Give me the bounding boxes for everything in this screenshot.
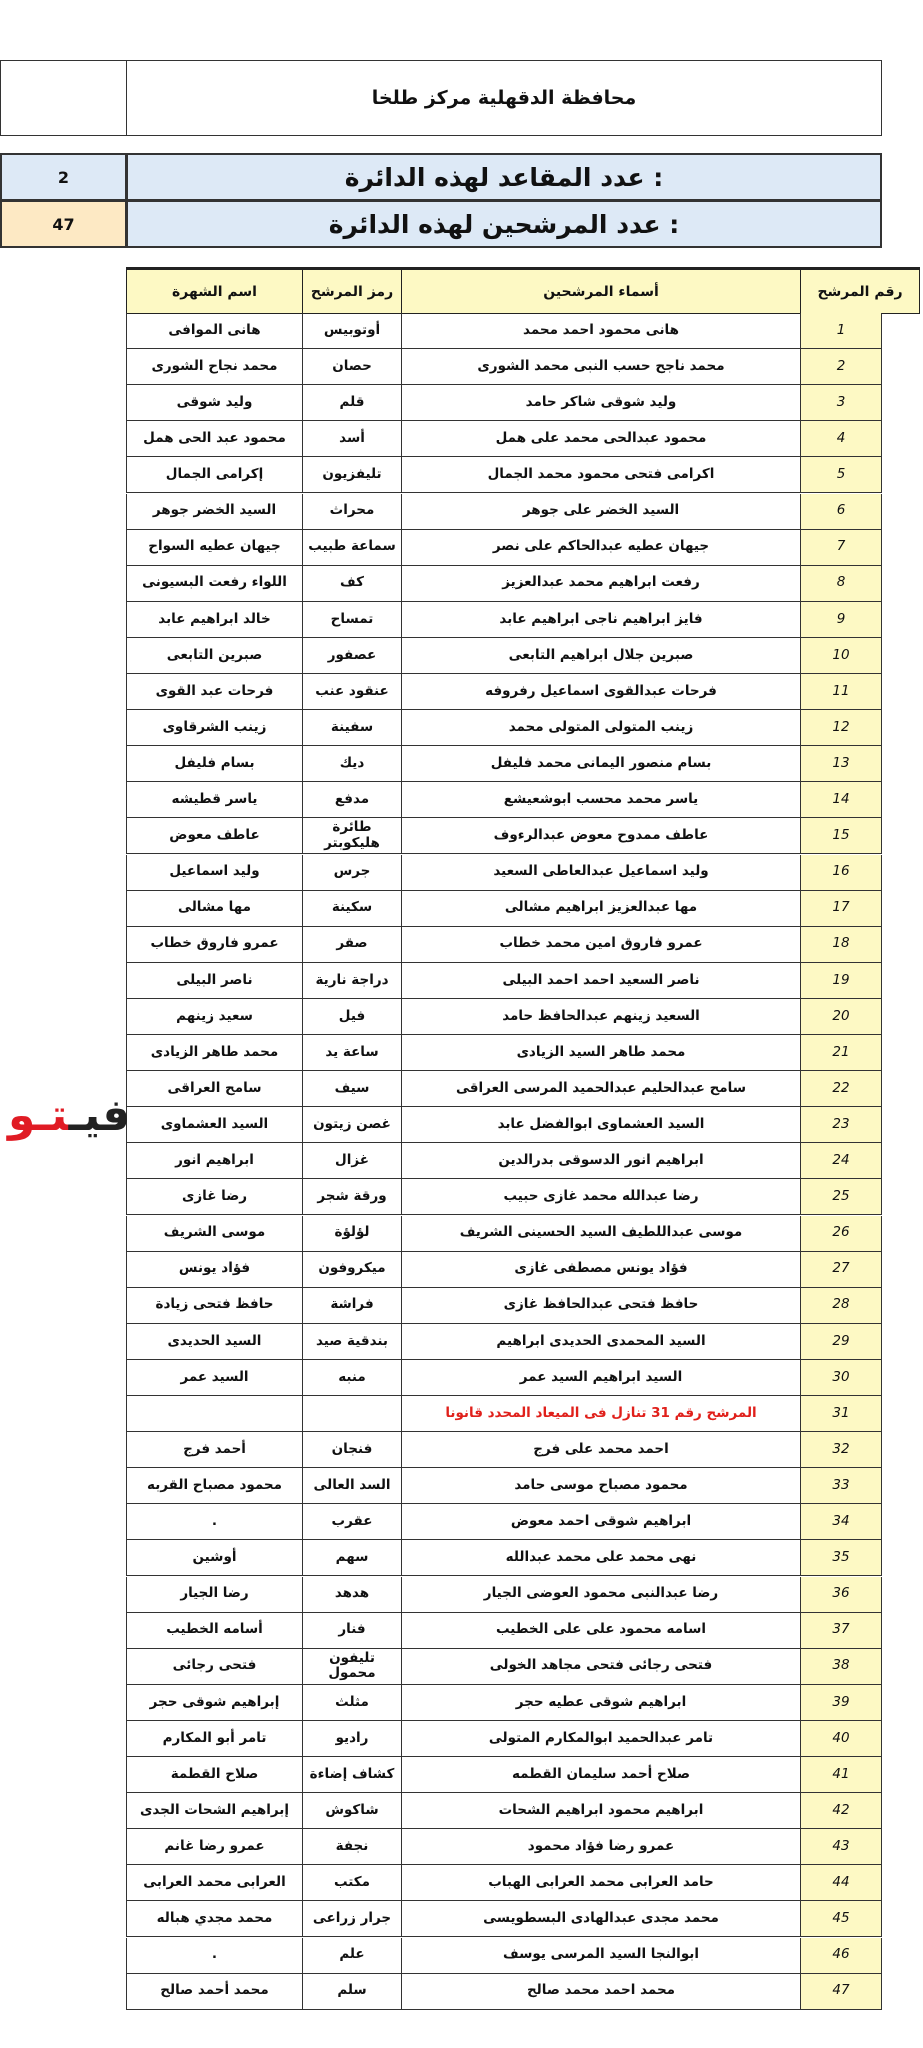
symbol-cell: تمساح: [302, 602, 401, 638]
candidate-number-cell: 37: [800, 1613, 882, 1649]
table-row: [126, 818, 882, 854]
nickname-cell: وليد شوقى: [126, 385, 302, 421]
candidate-name-cell: جيهان عطيه عبدالحاكم على نصر: [401, 530, 800, 566]
candidate-name-cell: ابراهيم شوقى عطيه حجر: [401, 1685, 800, 1721]
nickname-cell: خالد ابراهيم عابد: [126, 602, 302, 638]
table-row: [126, 1396, 882, 1432]
symbol-cell: منبه: [302, 1360, 401, 1396]
candidate-name-cell: ياسر محمد محسب ابوشعيشع: [401, 782, 800, 818]
table-row: [126, 1107, 882, 1143]
symbol-cell: تليفون محمول: [302, 1649, 401, 1685]
table-row: [126, 927, 882, 963]
candidate-name-cell: محمود عبدالحى محمد على همل: [401, 421, 800, 457]
candidate-name-cell: عمرو رضا فؤاد محمود: [401, 1829, 800, 1865]
nickname-cell: عمرو رضا غانم: [126, 1829, 302, 1865]
table-row: [126, 1974, 882, 2010]
table-row: [126, 1577, 882, 1613]
nickname-cell: محمد طاهر الزيادى: [126, 1035, 302, 1071]
candidate-name-cell: محمد مجدى عبدالهادى البسطويسى: [401, 1901, 800, 1937]
table-row: [126, 1071, 882, 1107]
nickname-cell: جيهان عطيه السواح: [126, 530, 302, 566]
candidate-number-cell: 36: [800, 1577, 882, 1613]
table-row: [126, 457, 882, 493]
column-header-nickname: اسم الشهرة: [126, 267, 303, 314]
symbol-cell: طائرة هليكوبتر: [302, 818, 401, 854]
seats-count: 2: [0, 153, 127, 201]
symbol-cell: فنار: [302, 1613, 401, 1649]
table-row: [126, 1504, 882, 1540]
candidate-name-cell: احمد محمد على فرج: [401, 1432, 800, 1468]
symbol-cell: مكتب: [302, 1865, 401, 1901]
symbol-cell: جرار زراعى: [302, 1901, 401, 1937]
symbol-cell: كف: [302, 566, 401, 602]
nickname-cell: [126, 1396, 302, 1432]
symbol-cell: فنجان: [302, 1432, 401, 1468]
candidate-name-cell: ناصر السعيد احمد احمد البيلى: [401, 963, 800, 999]
candidate-number-cell: 35: [800, 1540, 882, 1576]
table-row: [126, 1252, 882, 1288]
nickname-cell: ناصر البيلى: [126, 963, 302, 999]
candidate-name-cell: السيد المحمدى الحديدى ابراهيم: [401, 1324, 800, 1360]
candidate-number-cell: 8: [800, 566, 882, 602]
candidate-name-cell: ابراهيم انور الدسوقى بدرالدين: [401, 1143, 800, 1179]
seats-label: عدد المقاعد لهذه الدائرة :: [126, 153, 882, 201]
nickname-cell: فرحات عبد القوى: [126, 674, 302, 710]
nickname-cell: رضا غازى: [126, 1179, 302, 1215]
candidate-number-cell: 34: [800, 1504, 882, 1540]
table-row: [126, 566, 882, 602]
symbol-cell: بندقية صيد: [302, 1324, 401, 1360]
candidate-name-cell: صبرين جلال ابراهيم التابعى: [401, 638, 800, 674]
watermark-logo: [8, 1090, 131, 1141]
table-row: [126, 1757, 882, 1793]
table-row: [126, 999, 882, 1035]
table-row: [126, 1468, 882, 1504]
nickname-cell: سامح العراقى: [126, 1071, 302, 1107]
nickname-cell: ياسر قطيشه: [126, 782, 302, 818]
candidate-number-cell: 38: [800, 1649, 882, 1685]
candidate-name-cell: صلاح أحمد سليمان القطمه: [401, 1757, 800, 1793]
candidate-number-cell: 16: [800, 855, 882, 891]
table-row: [126, 1216, 882, 1252]
symbol-cell: قلم: [302, 385, 401, 421]
table-row: [126, 421, 882, 457]
candidate-name-cell: السيد الخضر على جوهر: [401, 494, 800, 530]
symbol-cell: نجفة: [302, 1829, 401, 1865]
table-row: [126, 855, 882, 891]
symbol-cell: جرس: [302, 855, 401, 891]
nickname-cell: إكرامى الجمال: [126, 457, 302, 493]
candidate-name-cell: عاطف ممدوح معوض عبدالرءوف: [401, 818, 800, 854]
nickname-cell: السيد عمر: [126, 1360, 302, 1396]
candidate-number-cell: 41: [800, 1757, 882, 1793]
candidate-number-cell: 27: [800, 1252, 882, 1288]
candidate-number-cell: 44: [800, 1865, 882, 1901]
candidate-number-cell: 19: [800, 963, 882, 999]
table-row: [126, 1613, 882, 1649]
symbol-cell: صقر: [302, 927, 401, 963]
symbol-cell: غصن زيتون: [302, 1107, 401, 1143]
candidate-number-cell: 25: [800, 1179, 882, 1215]
symbol-cell: محراث: [302, 494, 401, 530]
symbol-cell: سماعة طبيب: [302, 530, 401, 566]
nickname-cell: أسامه الخطيب: [126, 1613, 302, 1649]
symbol-cell: غزال: [302, 1143, 401, 1179]
candidate-name-cell: هانى محمود احمد محمد: [401, 313, 800, 349]
candidate-name-cell: السعيد زينهم عبدالحافظ حامد: [401, 999, 800, 1035]
nickname-cell: عاطف معوض: [126, 818, 302, 854]
nickname-cell: حافظ فتحى زيادة: [126, 1288, 302, 1324]
nickname-cell: .: [126, 1504, 302, 1540]
symbol-cell: فراشة: [302, 1288, 401, 1324]
table-row: [126, 638, 882, 674]
candidate-number-cell: 43: [800, 1829, 882, 1865]
table-row: [126, 782, 882, 818]
candidate-name-cell: حامد العرابى محمد العرابى الهباب: [401, 1865, 800, 1901]
symbol-cell: سكينة: [302, 891, 401, 927]
candidate-number-cell: 47: [800, 1974, 882, 2010]
candidate-name-cell: بسام منصور اليمانى محمد فليفل: [401, 746, 800, 782]
table-row: [126, 746, 882, 782]
nickname-cell: صبرين التابعى: [126, 638, 302, 674]
symbol-cell: عنقود عنب: [302, 674, 401, 710]
watermark-text-b: تـو: [8, 1090, 69, 1141]
candidate-number-cell: 10: [800, 638, 882, 674]
candidate-number-cell: 33: [800, 1468, 882, 1504]
symbol-cell: سهم: [302, 1540, 401, 1576]
nickname-cell: السيد الخضر جوهر: [126, 494, 302, 530]
candidate-number-cell: 3: [800, 385, 882, 421]
candidate-name-cell: ابراهيم شوقى احمد معوض: [401, 1504, 800, 1540]
title-side-cell: [0, 60, 127, 136]
candidate-name-cell: السيد العشماوى ابوالفضل عابد: [401, 1107, 800, 1143]
candidate-name-cell: اكرامى فتحى محمود محمد الجمال: [401, 457, 800, 493]
candidate-number-cell: 29: [800, 1324, 882, 1360]
symbol-cell: فيل: [302, 999, 401, 1035]
candidate-name-cell: حافظ فتحى عبدالحافظ غازى: [401, 1288, 800, 1324]
nickname-cell: محمود عبد الحى همل: [126, 421, 302, 457]
nickname-cell: إبراهيم شوقى حجر: [126, 1685, 302, 1721]
symbol-cell: ساعة يد: [302, 1035, 401, 1071]
candidate-name-cell: وليد اسماعيل عبدالعاطى السعيد: [401, 855, 800, 891]
symbol-cell: سيف: [302, 1071, 401, 1107]
candidate-name-cell: سامح عبدالحليم عبدالحميد المرسى العراقى: [401, 1071, 800, 1107]
table-row: [126, 1540, 882, 1576]
candidate-name-cell: فايز ابراهيم ناجى ابراهيم عابد: [401, 602, 800, 638]
symbol-cell: سفينة: [302, 710, 401, 746]
table-row: [126, 1649, 882, 1685]
symbol-cell: لؤلؤة: [302, 1216, 401, 1252]
symbol-cell: سلم: [302, 1974, 401, 2010]
candidate-name-cell: المرشح رقم 31 تنازل فى الميعاد المحدد قانونا: [401, 1396, 800, 1432]
symbol-cell: عقرب: [302, 1504, 401, 1540]
candidate-name-cell: محمد ناجح حسب النبى محمد الشورى: [401, 349, 800, 385]
candidate-name-cell: اسامه محمود على على الخطيب: [401, 1613, 800, 1649]
candidate-number-cell: 6: [800, 494, 882, 530]
candidate-name-cell: رضا عبدالله محمد غازى حبيب: [401, 1179, 800, 1215]
table-row: [126, 1432, 882, 1468]
candidate-number-cell: 5: [800, 457, 882, 493]
symbol-cell: أسد: [302, 421, 401, 457]
candidate-name-cell: نهى محمد على محمد عبدالله: [401, 1540, 800, 1576]
symbol-cell: شاكوش: [302, 1793, 401, 1829]
nickname-cell: تامر أبو المكارم: [126, 1721, 302, 1757]
symbol-cell: مدفع: [302, 782, 401, 818]
table-row: [126, 1721, 882, 1757]
symbol-cell: مثلث: [302, 1685, 401, 1721]
table-row: [126, 891, 882, 927]
nickname-cell: بسام فليفل: [126, 746, 302, 782]
symbol-cell: علم: [302, 1938, 401, 1974]
candidate-number-cell: 24: [800, 1143, 882, 1179]
nickname-cell: اللواء رفعت البسيونى: [126, 566, 302, 602]
symbol-cell: تليفزيون: [302, 457, 401, 493]
candidate-name-cell: محمد احمد محمد صالح: [401, 1974, 800, 2010]
nickname-cell: سعيد زينهم: [126, 999, 302, 1035]
column-header-symbol: رمز المرشح: [302, 267, 402, 314]
candidate-number-cell: 14: [800, 782, 882, 818]
candidate-name-cell: تامر عبدالحميد ابوالمكارم المتولى: [401, 1721, 800, 1757]
table-row: [126, 1829, 882, 1865]
table-row: [126, 385, 882, 421]
nickname-cell: محمد أحمد صالح: [126, 1974, 302, 2010]
nickname-cell: محمد نجاح الشورى: [126, 349, 302, 385]
nickname-cell: رضا الجيار: [126, 1577, 302, 1613]
table-row: [126, 1360, 882, 1396]
nickname-cell: السيد العشماوى: [126, 1107, 302, 1143]
symbol-cell: أوتوبيس: [302, 313, 401, 349]
nickname-cell: موسى الشريف: [126, 1216, 302, 1252]
symbol-cell: راديو: [302, 1721, 401, 1757]
symbol-cell: ديك: [302, 746, 401, 782]
candidates-count: 47: [0, 200, 127, 248]
candidate-number-cell: 15: [800, 818, 882, 854]
candidate-number-cell: 31: [800, 1396, 882, 1432]
candidate-number-cell: 23: [800, 1107, 882, 1143]
candidate-number-cell: 7: [800, 530, 882, 566]
nickname-cell: العرابى محمد العرابى: [126, 1865, 302, 1901]
candidate-name-cell: موسى عبداللطيف السيد الحسينى الشريف: [401, 1216, 800, 1252]
nickname-cell: وليد اسماعيل: [126, 855, 302, 891]
candidate-name-cell: السيد ابراهيم السيد عمر: [401, 1360, 800, 1396]
candidate-name-cell: زينب المتولى المتولى محمد: [401, 710, 800, 746]
candidate-name-cell: ابراهيم محمود ابراهيم الشحات: [401, 1793, 800, 1829]
candidate-number-cell: 20: [800, 999, 882, 1035]
nickname-cell: فؤاد يونس: [126, 1252, 302, 1288]
nickname-cell: عمرو فاروق خطاب: [126, 927, 302, 963]
table-row: [126, 1685, 882, 1721]
nickname-cell: صلاح القطمة: [126, 1757, 302, 1793]
nickname-cell: محمد مجدي هباله: [126, 1901, 302, 1937]
symbol-cell: عصفور: [302, 638, 401, 674]
nickname-cell: فتحى رجائى: [126, 1649, 302, 1685]
table-row: [126, 1143, 882, 1179]
nickname-cell: أوشين: [126, 1540, 302, 1576]
symbol-cell: ورقة شجر: [302, 1179, 401, 1215]
candidate-number-cell: 18: [800, 927, 882, 963]
candidate-name-cell: وليد شوقى شاكر حامد: [401, 385, 800, 421]
table-row: [126, 1865, 882, 1901]
candidate-number-cell: 45: [800, 1901, 882, 1937]
candidate-number-cell: 39: [800, 1685, 882, 1721]
candidate-number-cell: 1: [800, 313, 882, 349]
symbol-cell: [302, 1396, 401, 1432]
candidate-name-cell: رفعت ابراهيم محمد عبدالعزيز: [401, 566, 800, 602]
column-header-number: رقم المرشح: [800, 267, 920, 314]
table-row: [126, 1179, 882, 1215]
candidate-name-cell: محمد طاهر السيد الزيادى: [401, 1035, 800, 1071]
table-row: [126, 1035, 882, 1071]
nickname-cell: هانى الموافى: [126, 313, 302, 349]
table-row: [126, 349, 882, 385]
table-row: [126, 674, 882, 710]
table-row: [126, 1324, 882, 1360]
table-row: [126, 1793, 882, 1829]
symbol-cell: حصان: [302, 349, 401, 385]
nickname-cell: أحمد فرج: [126, 1432, 302, 1468]
symbol-cell: السد العالى: [302, 1468, 401, 1504]
symbol-cell: ميكروفون: [302, 1252, 401, 1288]
candidate-number-cell: 28: [800, 1288, 882, 1324]
page-title: محافظة الدقهلية مركز طلخا: [126, 60, 882, 136]
candidate-name-cell: ابوالنجا السيد المرسى يوسف: [401, 1938, 800, 1974]
candidate-name-cell: فؤاد يونس مصطفى غازى: [401, 1252, 800, 1288]
candidate-number-cell: 9: [800, 602, 882, 638]
candidate-number-cell: 4: [800, 421, 882, 457]
candidate-number-cell: 12: [800, 710, 882, 746]
candidate-number-cell: 22: [800, 1071, 882, 1107]
symbol-cell: كشاف إضاءة: [302, 1757, 401, 1793]
candidate-name-cell: مها عبدالعزيز ابراهيم مشالى: [401, 891, 800, 927]
candidate-number-cell: 26: [800, 1216, 882, 1252]
candidate-name-cell: محمود مصباح موسى حامد: [401, 1468, 800, 1504]
nickname-cell: إبراهيم الشحات الجدى: [126, 1793, 302, 1829]
candidate-number-cell: 32: [800, 1432, 882, 1468]
table-row: [126, 494, 882, 530]
candidate-number-cell: 30: [800, 1360, 882, 1396]
candidate-number-cell: 17: [800, 891, 882, 927]
nickname-cell: ابراهيم انور: [126, 1143, 302, 1179]
nickname-cell: محمود مصباح القربه: [126, 1468, 302, 1504]
candidate-name-cell: فرحات عبدالقوى اسماعيل رفروفه: [401, 674, 800, 710]
symbol-cell: هدهد: [302, 1577, 401, 1613]
candidate-name-cell: رضا عبدالنبى محمود العوضى الجيار: [401, 1577, 800, 1613]
table-row: [126, 710, 882, 746]
candidate-name-cell: عمرو فاروق امين محمد خطاب: [401, 927, 800, 963]
symbol-cell: دراجة نارية: [302, 963, 401, 999]
nickname-cell: السيد الحديدى: [126, 1324, 302, 1360]
candidates-label: عدد المرشحين لهذه الدائرة :: [126, 200, 882, 248]
candidate-number-cell: 21: [800, 1035, 882, 1071]
watermark-text-a: فيـ: [68, 1090, 131, 1141]
candidate-number-cell: 40: [800, 1721, 882, 1757]
nickname-cell: مها مشالى: [126, 891, 302, 927]
candidate-number-cell: 11: [800, 674, 882, 710]
table-row: [126, 313, 882, 349]
candidate-number-cell: 42: [800, 1793, 882, 1829]
table-row: [126, 1901, 882, 1937]
candidate-number-cell: 13: [800, 746, 882, 782]
column-header-name: أسماء المرشحين: [401, 267, 801, 314]
candidate-number-cell: 46: [800, 1938, 882, 1974]
candidate-number-cell: 2: [800, 349, 882, 385]
table-row: [126, 1288, 882, 1324]
nickname-cell: زينب الشرقاوى: [126, 710, 302, 746]
candidate-name-cell: فتحى رجائى فتحى مجاهد الخولى: [401, 1649, 800, 1685]
nickname-cell: .: [126, 1938, 302, 1974]
table-row: [126, 963, 882, 999]
table-row: [126, 530, 882, 566]
table-row: [126, 1938, 882, 1974]
table-row: [126, 602, 882, 638]
